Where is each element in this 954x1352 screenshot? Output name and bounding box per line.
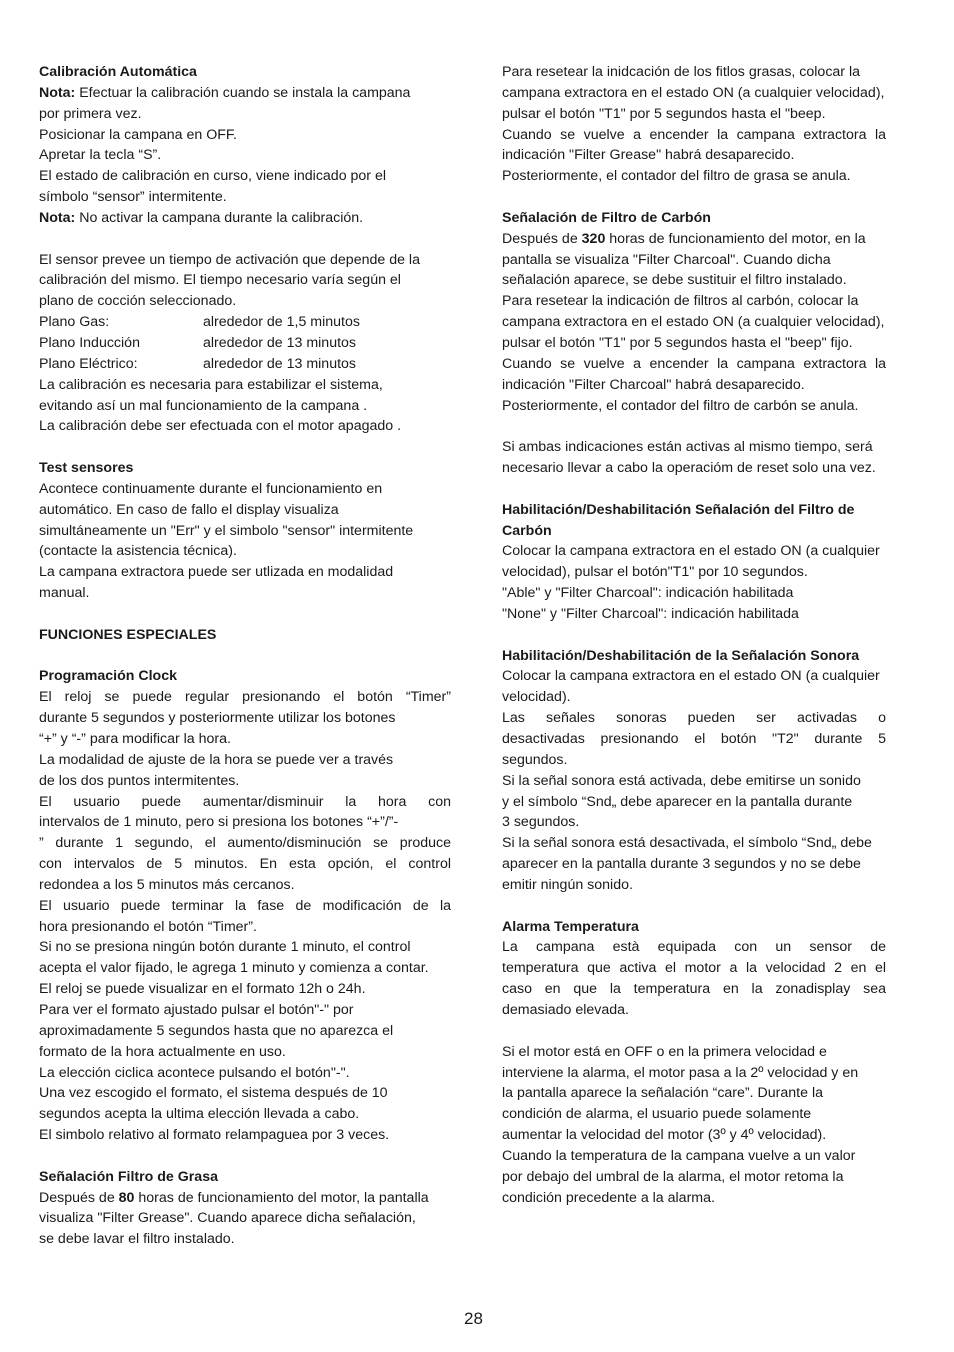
text-line: señalación aparece, se debe sustituir el filtro instalado. <box>502 272 847 289</box>
text-line: se debe lavar el filtro instalado. <box>39 1231 235 1248</box>
text-line: Las señales sonoras pueden ser activadas o <box>502 710 886 727</box>
text-line: condición de alarma, el usuario puede solamente <box>502 1106 812 1123</box>
text-line: y el símbolo “Snd„ debe aparecer en la pantalla durante <box>502 793 853 810</box>
section-heading-funciones: FUNCIONES ESPECIALES <box>39 626 217 643</box>
text-line: La campana està equipada con un sensor de <box>502 939 886 956</box>
text-line: simultáneamente un "Err" y el simbolo "sensor" intermitente <box>39 522 414 539</box>
section-heading-habil-carbon: Habilitación/Deshabilitación Señalación del Filtro de <box>502 501 855 518</box>
text-line: manual. <box>39 585 90 602</box>
text-line: El reloj se puede regular presionando el botón “Timer” <box>39 689 451 706</box>
text-line: Si la señal sonora está desactivada, el símbolo “Snd„ debe <box>502 835 872 852</box>
text-line: La campana extractora puede ser utlizada en modalidad <box>39 564 394 581</box>
text-line: Posicionar la campana en OFF. <box>39 126 237 143</box>
text-line: con intervalos de 5 minutos. En esta opción, el control <box>39 856 451 873</box>
text-line: Para resetear la indicación de filtros al carbón, colocar la <box>502 293 859 310</box>
text-line: intervalos de 1 minuto, pero si presiona los botones “+”/”- <box>39 814 399 831</box>
text-line: automático. En caso de fallo el display visualiza <box>39 501 339 518</box>
text-line: de los dos puntos intermitentes. <box>39 772 240 789</box>
text-line: “+” y “-” para modificar la hora. <box>39 731 231 747</box>
text-line: Nota: No activar la campana durante la calibración. <box>39 209 364 226</box>
text-line: emitir ningún sonido. <box>502 876 633 893</box>
text-line: formato de la hora actualmente en uso. <box>39 1043 286 1060</box>
text-line: Posteriormente, el contador del filtro de carbón se anula. <box>502 397 859 414</box>
text-line: Cuando la temperatura de la campana vuelve a un valor <box>502 1147 856 1164</box>
section-heading-clock: Programación Clock <box>39 668 177 685</box>
text-line: interviene la alarma, el motor pasa a la 2º velocidad y en <box>502 1064 859 1081</box>
section-heading-grasa: Señalación Filtro de Grasa <box>39 1168 218 1185</box>
section-heading-alarma: Alarma Temperatura <box>502 918 639 935</box>
text-line: Después de 320 horas de funcionamiento del motor, en la <box>502 230 866 247</box>
text-line: pulsar el botón "T1" por 5 segundos hasta el "beep" fijo. <box>502 334 853 351</box>
section-heading-habil-carbon-cont: Carbón <box>502 522 552 539</box>
text-line: por debajo del umbral de la alarma, el motor retoma la <box>502 1168 844 1185</box>
text-line: la pantalla aparece la señalación “care”. Durante la <box>502 1085 823 1102</box>
text-line: El sensor prevee un tiempo de activación que depende de la <box>39 251 420 268</box>
text-line: Nota: Efectuar la calibración cuando se instala la campana <box>39 84 411 101</box>
text-line: desactivadas presionando el botón "T2" durante 5 <box>502 731 886 747</box>
text-line: Posteriormente, el contador del filtro de grasa se anula. <box>502 168 851 185</box>
text-line: Colocar la campana extractora en el estado ON (a cualquier <box>502 668 880 685</box>
text-line: ” durante 1 segundo, el aumento/disminución se produce <box>39 835 451 852</box>
text-line: calibración del mismo. El tiempo necesario varía según el <box>39 272 401 289</box>
left-column <box>39 62 451 1250</box>
text-line: Colocar la campana extractora en el estado ON (a cualquier <box>502 543 880 560</box>
text-line: Cuando se vuelve a encender la campana extractora la <box>502 126 886 143</box>
text-line: velocidad), pulsar el botón"T1" por 10 segundos. <box>502 564 808 581</box>
page-number: 28 <box>464 1309 483 1328</box>
text-line: El reloj se puede visualizar en el formato 12h o 24h. <box>39 981 366 998</box>
section-heading-sonora: Habilitación/Deshabilitación de la Señalación Sonora <box>502 647 860 664</box>
section-heading-test: Test sensores <box>39 460 134 477</box>
right-column <box>502 62 886 1208</box>
text-line: La calibración debe ser efectuada con el motor apagado . <box>39 418 402 435</box>
text-line: El simbolo relativo al formato relampaguea por 3 veces. <box>39 1127 390 1144</box>
text-line: indicación "Filter Grease" habrá desaparecido. <box>502 147 795 164</box>
text-line: plano de cocción seleccionado. <box>39 293 237 310</box>
text-line: pantalla se visualiza "Filter Charcoal". Cuando dicha <box>502 251 831 268</box>
section-heading-calibracion: Calibración Automática <box>39 64 197 80</box>
text-line: campana extractora en el estado ON (a cualquier velocidad), <box>502 84 885 101</box>
text-line: visualiza "Filter Grease". Cuando aparece dicha señalación, <box>39 1210 416 1227</box>
text-line: acepta el valor fijado, le agrega 1 minuto y comienza a contar. <box>39 960 429 977</box>
text-line: necesario llevar a cabo la operacióm de reset solo una vez. <box>502 460 876 477</box>
text-line: Si ambas indicaciones están activas al mismo tiempo, será <box>502 439 873 456</box>
text-line: Después de 80 horas de funcionamiento del motor, la pantalla <box>39 1189 429 1206</box>
text-line: El usuario puede aumentar/disminuir la hora con <box>39 793 451 810</box>
text-line: Para resetear la inidcación de los fitlos grasas, colocar la <box>502 64 861 80</box>
text-line: Apretar la tecla “S”. <box>39 147 162 164</box>
text-line: condición precedente a la alarma. <box>502 1189 715 1206</box>
text-line: hora presionando el botón “Timer”. <box>39 918 257 935</box>
text-line: Una vez escogido el formato, el sistema después de 10 <box>39 1085 388 1102</box>
text-line: velocidad). <box>502 689 571 706</box>
text-line: La calibración es necesaria para estabilizar el sistema, <box>39 376 383 393</box>
plane-row: Plano Eléctrico: alrededor de 13 minutos <box>39 355 357 372</box>
text-line: Acontece continuamente durante el funcionamiento en <box>39 480 383 497</box>
text-line: Si el motor está en OFF o en la primera velocidad e <box>502 1043 827 1060</box>
text-line: "None" y "Filter Charcoal": indicación habilitada <box>502 605 799 622</box>
text-line: Cuando se vuelve a encender la campana extractora la <box>502 355 886 372</box>
text-line: demasiado elevada. <box>502 1001 629 1018</box>
text-line: El usuario puede terminar la fase de modificación de la <box>39 897 451 914</box>
text-line: Para ver el formato ajustado pulsar el botón"-" por <box>39 1001 354 1018</box>
text-line: indicación "Filter Charcoal" habrá desaparecido. <box>502 376 805 393</box>
text-line: Si no se presiona ningún botón durante 1 minuto, el control <box>39 939 411 956</box>
text-line: segundos acepta la ultima elección llevada a cabo. <box>39 1106 360 1123</box>
text-line: durante 5 segundos y posteriormente utilizar los botones <box>39 710 396 727</box>
section-heading-carbon: Señalación de Filtro de Carbón <box>502 209 711 226</box>
text-line: pulsar el botón "T1" por 5 segundos hasta el "beep. <box>502 105 826 122</box>
text-line: El estado de calibración en curso, viene indicado por el <box>39 168 387 185</box>
text-line: por primera vez. <box>39 105 142 122</box>
text-line: La elección ciclica acontece pulsando el botón"-". <box>39 1064 350 1081</box>
text-line: "Able" y "Filter Charcoal": indicación habilitada <box>502 585 794 602</box>
text-line: (contacte la asistencia técnica). <box>39 543 237 560</box>
text-line: símbolo “sensor” intermitente. <box>39 189 227 206</box>
text-line: La modalidad de ajuste de la hora se puede ver a través <box>39 751 394 768</box>
text-line: Si la señal sonora está activada, debe emitirse un sonido <box>502 772 861 789</box>
text-line: aparecer en la pantalla durante 3 segundos y no se debe <box>502 856 861 873</box>
text-line: segundos. <box>502 751 568 768</box>
text-line: redondea a los 5 minutos más cercanos. <box>39 876 295 893</box>
text-line: evitando así un mal funcionamiento de la campana . <box>39 397 368 414</box>
plane-row: Plano Gas: alrededor de 1,5 minutos <box>39 314 360 331</box>
text-line: aproximadamente 5 segundos hasta que no aparezca el <box>39 1022 394 1039</box>
text-line: temperatura que activa el motor a la velocidad 2 en el <box>502 960 886 977</box>
text-line: aumentar la velocidad del motor (3º y 4º velocidad). <box>502 1127 827 1144</box>
text-line: caso en que la temperatura en la zonadisplay sea <box>502 981 886 998</box>
text-line: 3 segundos. <box>502 814 580 831</box>
plane-row: Plano Inducción alrededor de 13 minutos <box>39 334 357 351</box>
text-line: campana extractora en el estado ON (a cualquier velocidad), <box>502 314 885 331</box>
